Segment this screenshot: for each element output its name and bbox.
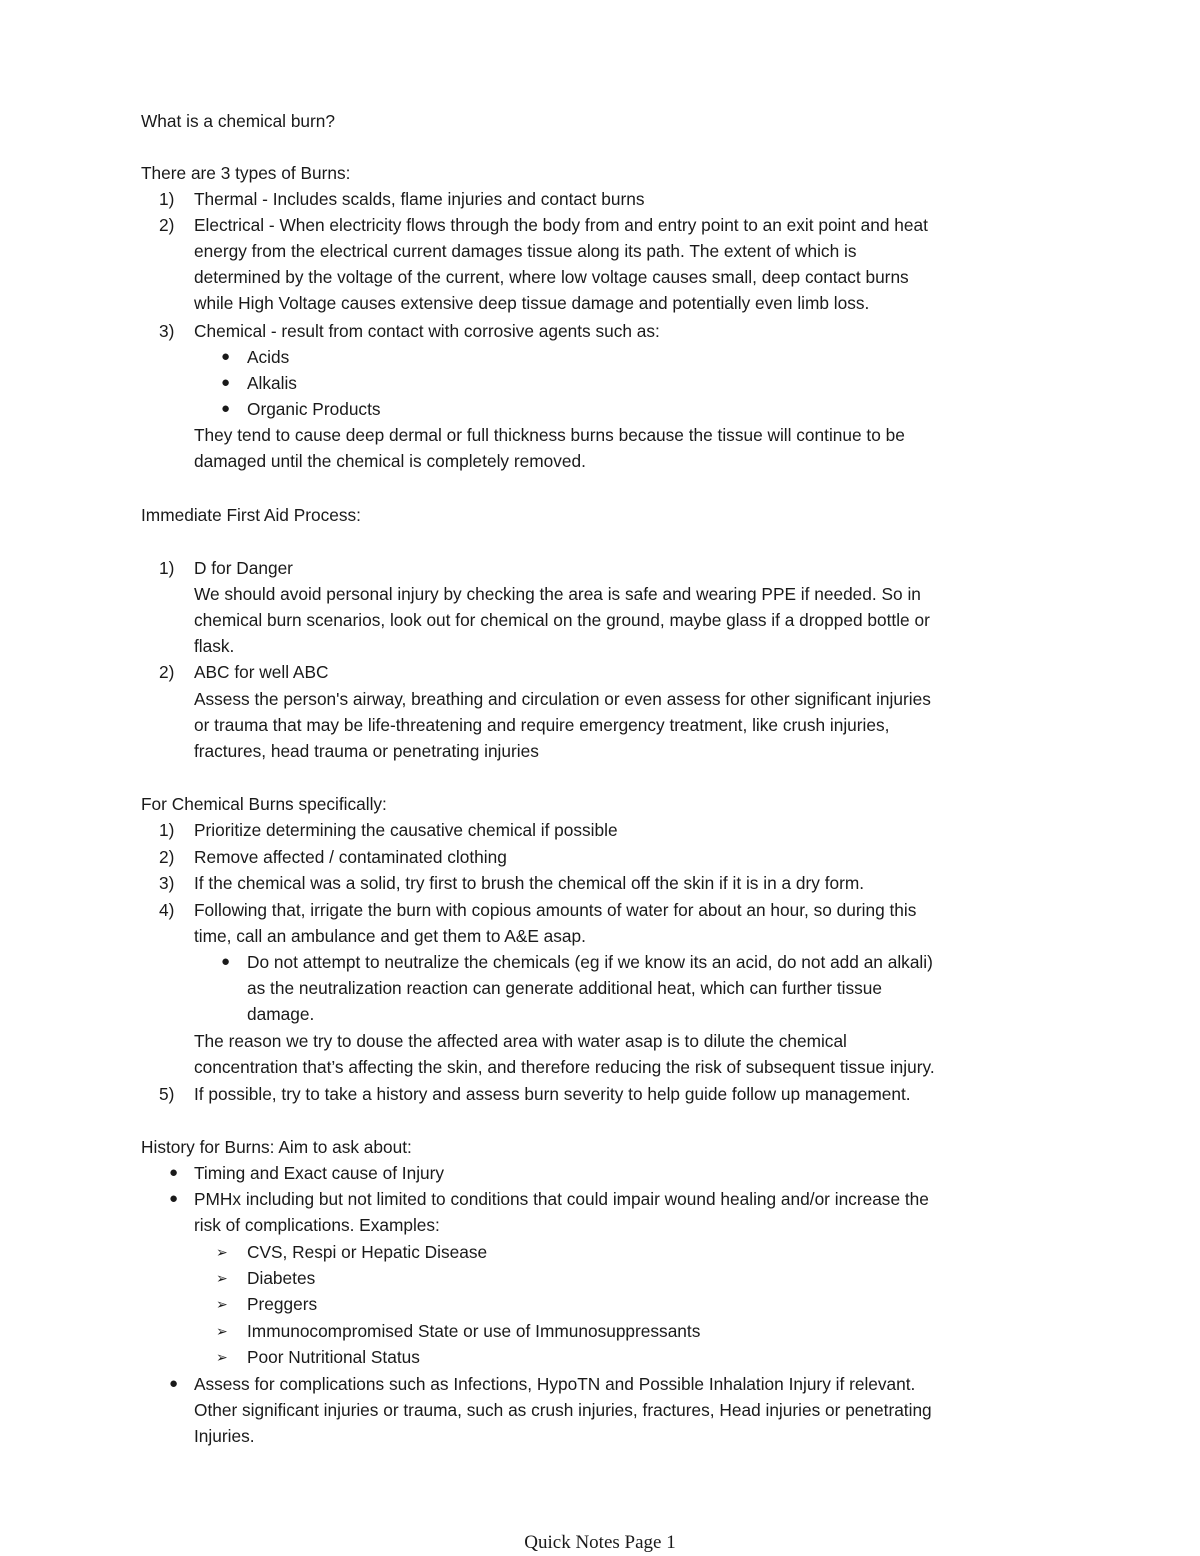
arrow-bullet-icon: ➢	[216, 1296, 228, 1312]
bullet-item: PMHx including but not limited to conditions that could impair wound healing and/or increase the	[194, 1189, 929, 1209]
arrow-bullet-icon: ➢	[216, 1270, 228, 1286]
arrow-bullet-icon: ➢	[216, 1244, 228, 1260]
list-item-text: Thermal - Includes scalds, flame injuries and contact burns	[194, 189, 645, 209]
list-item-text: If possible, try to take a history and assess burn severity to help guide follow up management.	[194, 1084, 911, 1104]
list-number: 3)	[159, 321, 175, 341]
bullet-dot-icon: ●	[169, 1164, 179, 1181]
bullet-item: Assess for complications such as Infections, HypoTN and Possible Inhalation Injury if relevant.	[194, 1374, 916, 1394]
list-item-text: time, call an ambulance and get them to A&E asap.	[194, 926, 586, 946]
bullet-dot-icon: ●	[169, 1190, 179, 1207]
example-item: Preggers	[247, 1294, 318, 1314]
list-item-text: Electrical - When electricity flows through the body from and entry point to an exit point and heat	[194, 215, 928, 235]
list-number: 5)	[159, 1084, 175, 1104]
bullet-item: Acids	[247, 347, 290, 367]
list-item-text: energy from the electrical current damages tissue along its path. The extent of which is	[194, 241, 857, 261]
example-item: CVS, Respi or Hepatic Disease	[247, 1242, 488, 1262]
burn-types-intro: There are 3 types of Burns:	[141, 163, 351, 183]
bullet-item: Injuries.	[194, 1426, 255, 1446]
section-heading: History for Burns: Aim to ask about:	[141, 1137, 412, 1157]
list-item-text: flask.	[194, 636, 235, 656]
paragraph-line: concentration that’s affecting the skin, and therefore reducing the risk of subsequent tissue injury.	[194, 1057, 935, 1077]
list-number: 1)	[159, 558, 175, 578]
list-item-text: ABC for well ABC	[194, 662, 329, 682]
page-footer: Quick Notes Page 1	[524, 1532, 676, 1553]
paragraph-line: damaged until the chemical is completely removed.	[194, 451, 586, 471]
arrow-bullet-icon: ➢	[216, 1323, 228, 1339]
list-item-text: chemical burn scenarios, look out for chemical on the ground, maybe glass if a dropped bottle or	[194, 610, 930, 630]
bullet-item: Other significant injuries or trauma, such as crush injuries, fractures, Head injuries or penetrating	[194, 1400, 932, 1420]
list-number: 1)	[159, 189, 175, 209]
example-item: Immunocompromised State or use of Immunosuppressants	[247, 1321, 701, 1341]
list-number: 2)	[159, 662, 175, 682]
list-item-text: Assess the person's airway, breathing and circulation or even assess for other significant injuries	[194, 689, 931, 709]
arrow-bullet-icon: ➢	[216, 1349, 228, 1365]
bullet-dot-icon: ●	[221, 953, 231, 970]
list-number: 3)	[159, 873, 175, 893]
bullet-item: Alkalis	[247, 373, 297, 393]
bullet-dot-icon: ●	[169, 1375, 179, 1392]
bullet-dot-icon: ●	[221, 348, 231, 365]
list-item-text: Following that, irrigate the burn with copious amounts of water for about an hour, so during this	[194, 900, 917, 920]
list-item-text: Chemical - result from contact with corrosive agents such as:	[194, 321, 660, 341]
list-item-text: determined by the voltage of the current, where low voltage causes small, deep contact burns	[194, 267, 909, 287]
list-item-text: D for Danger	[194, 558, 293, 578]
list-item-text: Remove affected / contaminated clothing	[194, 847, 507, 867]
bullet-item: Organic Products	[247, 399, 381, 419]
list-number: 2)	[159, 847, 175, 867]
example-item: Diabetes	[247, 1268, 316, 1288]
list-item-text: We should avoid personal injury by checking the area is safe and wearing PPE if needed. So in	[194, 584, 921, 604]
bullet-item: as the neutralization reaction can generate additional heat, which can further tissue	[247, 978, 883, 998]
section-heading: Immediate First Aid Process:	[141, 505, 361, 525]
bullet-item: Timing and Exact cause of Injury	[194, 1163, 445, 1183]
list-item-text: Prioritize determining the causative chemical if possible	[194, 820, 618, 840]
list-item-text: while High Voltage causes extensive deep tissue damage and potentially even limb loss.	[194, 293, 870, 313]
list-number: 4)	[159, 900, 175, 920]
list-number: 1)	[159, 820, 175, 840]
bullet-item: damage.	[247, 1004, 315, 1024]
bullet-dot-icon: ●	[221, 374, 231, 391]
section-heading: For Chemical Burns specifically:	[141, 794, 387, 814]
list-item-text: or trauma that may be life-threatening and require emergency treatment, like crush injuries,	[194, 715, 890, 735]
doc-title: What is a chemical burn?	[141, 111, 336, 131]
bullet-item: Do not attempt to neutralize the chemicals (eg if we know its an acid, do not add an alkali)	[247, 952, 933, 972]
example-item: Poor Nutritional Status	[247, 1347, 420, 1367]
bullet-item: risk of complications. Examples:	[194, 1215, 440, 1235]
list-number: 2)	[159, 215, 175, 235]
paragraph-line: The reason we try to douse the affected area with water asap is to dilute the chemical	[194, 1031, 847, 1051]
bullet-dot-icon: ●	[221, 400, 231, 417]
list-item-text: If the chemical was a solid, try first to brush the chemical off the skin if it is in a dry form.	[194, 873, 865, 893]
list-item-text: fractures, head trauma or penetrating injuries	[194, 741, 539, 761]
paragraph-line: They tend to cause deep dermal or full thickness burns because the tissue will continue to be	[194, 425, 905, 445]
